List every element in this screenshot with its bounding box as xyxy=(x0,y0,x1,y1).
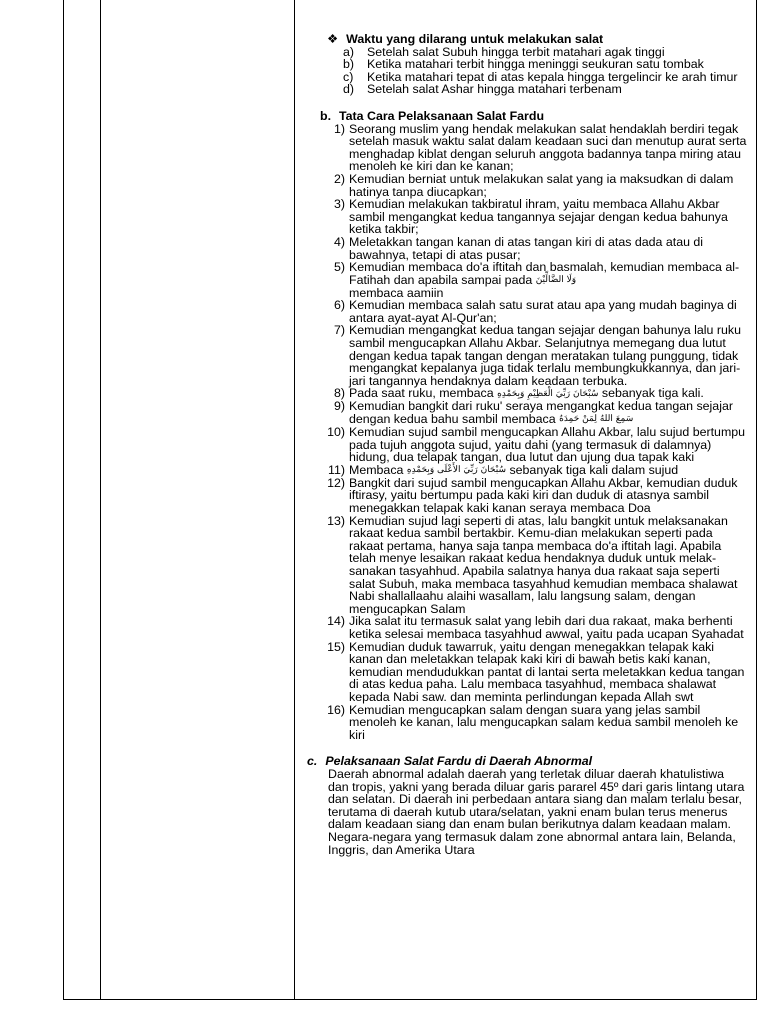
list-item: 12) Bangkit dari sujud sambil mengucapkan Allahu Akbar, kemudian duduk iftirasy, yaitu bertumpu pada kaki kiri dan duduk di atasnya sambil menegakkan telapak kaki kanan seraya membaca Doa xyxy=(327,475,738,516)
arabic-text: سَمِعَ اللهُ لِمَنْ حَمِدَهُ xyxy=(559,414,634,425)
prohibited-times-title: Waktu yang dilarang untuk melakukan salat xyxy=(346,32,604,46)
list-item: 6) Kemudian membaca salah satu surat atau apa yang mudah baginya di antara ayat-ayat Al-Qur'an; xyxy=(333,298,737,325)
list-item: 1) Seorang muslim yang hendak melakukan salat hendaklah berdiri tegak setelah masuk waktu salat dalam keadaan suci dan menutup aurat serta menghadap kiblat dengan seluruh anggota badannya tanpa miring atau menoleh ke kiri dan ke kanan; xyxy=(333,121,747,174)
list-item: d) Setelah salat Ashar hingga matahari terbenam xyxy=(343,82,622,97)
arabic-text: سُبْحَانَ رَبِّيَ الأَعْلَى وَبِحَمْدِهِ xyxy=(406,465,506,476)
list-item: 8) Pada saat ruku, membaca سُبْحَانَ رَبِّيَ الْعَظِيْمِ وَبِحَمْدِهِ sebanyak tiga kali. xyxy=(333,386,704,401)
list-item: 5) Kemudian membaca do'a iftitah dan basmalah, kemudian membaca al-Fatihah dan apabila sampai pada وَلَا الضَّالِّيْنَ membaca aamiin xyxy=(333,260,740,300)
section-c-title: Pelaksanaan Salat Fardu di Daerah Abnormal xyxy=(325,754,593,769)
list-item: 16) Kemudian mengucapkan salam dengan suara yang jelas sambil menoleh ke kanan, lalu mengucapkan salam kedua sambil menoleh ke kiri xyxy=(327,702,739,742)
list-item: 15) Kemudian duduk tawarruk, yaitu dengan menegakkan telapak kaki kanan dan meletakkan telapak kaki kiri di bawah betis kaki kanan, kemudian mendudukkan pantat di lantai serta meletakkan kedua tangan di atas kedua paha. Lalu membaca tasyahhud, membaca shalawat kepada Nabi saw. dan meminta perlindungan kepada Allah swt xyxy=(327,639,745,704)
arabic-text: وَلَا الضَّالِّيْنَ xyxy=(535,275,577,286)
column-divider-2 xyxy=(294,0,295,999)
prohibited-times-list xyxy=(307,46,747,96)
diamond-bullet-icon: ❖ xyxy=(327,32,339,46)
list-item: 13) Kemudian sujud lagi seperti di atas, lalu bangkit untuk melaksanakan rakaat kedua sambil bertakbir. Kemu-dian melakukan seperti pada rakaat pertama, hanya saja tanpa membaca do'a iftitah lagi. Apabila telah menye lesaikan rakaat kedua hendaknya duduk untuk melak-sanakan tasyahhud. Apabila salatnya hanya dua rakaat saja seperti salat Subuh, maka membaca tasyahhud kemudian membaca shalawat Nabi shallallaahu alaihi wasallam, lalu langsung salam, dengan mengucapkan Salam xyxy=(327,513,738,616)
list-item: 9) Kemudian bangkit dari ruku' seraya mengangkat kedua tangan sejajar dengan kedua bahu sambil membaca سَمِعَ اللهُ لِمَنْ حَمِدَهُ xyxy=(333,399,733,427)
prohibited-times-heading xyxy=(327,33,747,46)
list-item: 3) Kemudian melakukan takbiratul ihram, yaitu membaca Allahu Akbar sambil mengangkat kedua tangannya sejajar dengan kedua bahunya ketika takbir; xyxy=(333,197,728,237)
section-c-body: Daerah abnormal adalah daerah yang terletak diluar daerah khatulistiwa dan tropis, yakni yang berada diluar garis pararel 45º dari garis lintang utara dan selatan. Di daerah ini perbedaan antara siang dan malam terlalu besar, terutama di daerah kutub utara/selatan, yakni enam bulan terus menerus dalam keadaan siang dan enam bulan berikutnya dalam keadaan malam. Negara-negara yang termasuk dalam zone abnormal antara lain, Belanda, Inggris, dan Amerika Utara xyxy=(328,766,745,857)
list-item: a) Setelah salat Subuh hingga terbit matahari agak tinggi xyxy=(343,44,665,59)
list-item: 2) Kemudian berniat untuk melakukan salat yang ia maksudkan di dalam hatinya tanpa diucapkan; xyxy=(333,171,734,199)
list-item: 11) Membaca سُبْحَانَ رَبِّيَ الأَعْلَى وَبِحَمْدِهِ sebanyak tiga kali dalam sujud xyxy=(328,462,679,477)
section-b-title: Tata Cara Pelaksanaan Salat Fardu xyxy=(339,108,545,123)
list-item: 14) Jika salat itu termasuk salat yang lebih dari dua rakaat, maka berhenti ketika selesai membaca tasyahhud awwal, yaitu pada ucapan Syahadat xyxy=(327,614,744,641)
list-item: c) Ketika matahari tepat di atas kepala hingga tergelincir ke arah timur xyxy=(343,69,738,84)
list-item: 7) Kemudian mengangkat kedua tangan sejajar dengan bahunya lalu ruku sambil mengucapkan Allahu Akbar. Selanjutnya memegang dua lutut dengan kedua tapak tangan dengan meratakan tulang punggung, tidak mengangkat kepalanya juga tidak terlalu membungkukkannya, dan jari-jari tangannya hendaknya dalam keadaan terbuka. xyxy=(333,323,741,388)
arabic-text: سُبْحَانَ رَبِّيَ الْعَظِيْمِ وَبِحَمْدِهِ xyxy=(497,388,599,399)
list-item: 4) Meletakkan tangan kanan di atas tangan kiri di atas dada atau di bawahnya, tetapi di atas pusar; xyxy=(333,234,704,262)
procedure-list xyxy=(307,123,747,742)
list-item: 10) Kemudian sujud sambil mengucapkan Allahu Akbar, lalu sujud bertumpu pada tujuh anggota sujud, yaitu dahi (yang termasuk di dalamnya) hidung, dua telapak tangan, dua lutut dan ujung dua tapak kaki xyxy=(327,425,746,465)
column-divider-1 xyxy=(100,0,101,999)
list-item: b) Ketika matahari terbit hingga meninggi seukuran satu tombak xyxy=(343,57,704,72)
section-b-letter: b. xyxy=(320,108,332,123)
section-b-heading xyxy=(320,110,747,123)
content-cell xyxy=(307,33,747,856)
section-c-letter: c. xyxy=(307,754,318,769)
